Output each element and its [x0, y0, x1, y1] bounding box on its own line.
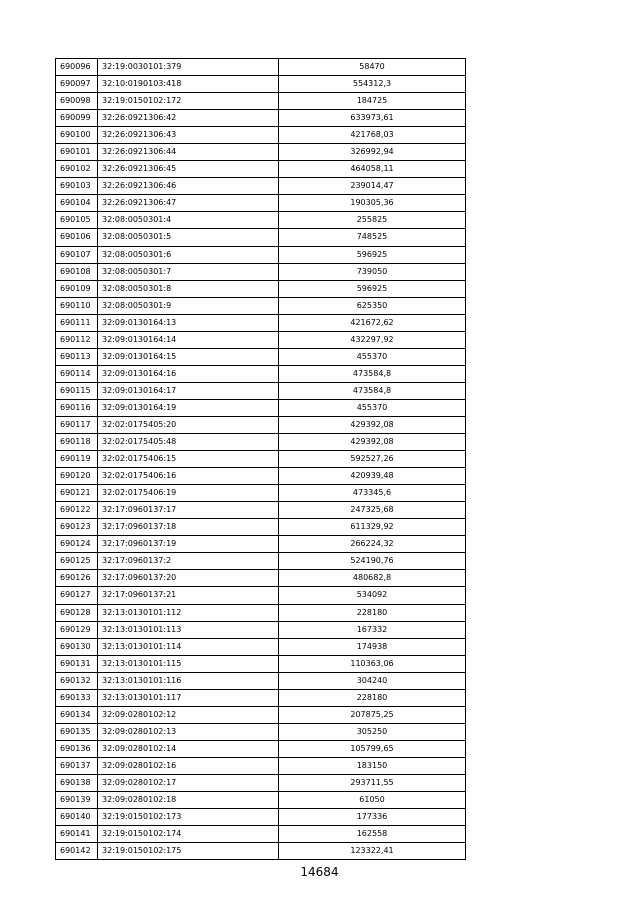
table-row: [56, 757, 466, 774]
row-number-cell: 690119: [56, 451, 98, 468]
cadastral-number-cell: 32:19:0150102:174: [98, 826, 279, 843]
cadastral-value-cell: 326992,94: [279, 144, 466, 161]
row-number-cell: 690104: [56, 195, 98, 212]
table-row: [56, 76, 466, 93]
table-row: [56, 382, 466, 399]
row-number-cell: 690137: [56, 757, 98, 774]
row-number-cell: 690120: [56, 468, 98, 485]
table-row: [56, 723, 466, 740]
table-row: [56, 553, 466, 570]
cadastral-number-cell: 32:09:0280102:12: [98, 706, 279, 723]
cadastral-value-cell: 633973,61: [279, 110, 466, 127]
cadastral-number-cell: 32:17:0960137:19: [98, 536, 279, 553]
cadastral-value-cell: 432297,92: [279, 331, 466, 348]
cadastral-number-cell: 32:08:0050301:9: [98, 297, 279, 314]
row-number-cell: 690109: [56, 280, 98, 297]
cadastral-number-cell: 32:08:0050301:5: [98, 229, 279, 246]
cadastral-value-cell: 110363,06: [279, 655, 466, 672]
table-row: [56, 178, 466, 195]
row-number-cell: 690121: [56, 485, 98, 502]
row-number-cell: 690110: [56, 297, 98, 314]
cadastral-value-cell: 174938: [279, 638, 466, 655]
cadastral-number-cell: 32:09:0280102:18: [98, 792, 279, 809]
cadastral-number-cell: 32:26:0921306:43: [98, 127, 279, 144]
cadastral-number-cell: 32:17:0960137:21: [98, 587, 279, 604]
row-number-cell: 690111: [56, 314, 98, 331]
row-number-cell: 690141: [56, 826, 98, 843]
table-row: [56, 689, 466, 706]
table-row: [56, 468, 466, 485]
table-row: [56, 110, 466, 127]
row-number-cell: 690108: [56, 263, 98, 280]
table-row: [56, 536, 466, 553]
cadastral-number-cell: 32:09:0130164:19: [98, 399, 279, 416]
table-row: [56, 331, 466, 348]
cadastral-number-cell: 32:13:0130101:112: [98, 604, 279, 621]
row-number-cell: 690105: [56, 212, 98, 229]
cadastral-value-cell: 247325,68: [279, 502, 466, 519]
row-number-cell: 690139: [56, 792, 98, 809]
cadastral-number-cell: 32:08:0050301:7: [98, 263, 279, 280]
cadastral-value-cell: 625350: [279, 297, 466, 314]
cadastral-number-cell: 32:09:0130164:15: [98, 348, 279, 365]
cadastral-number-cell: 32:13:0130101:115: [98, 655, 279, 672]
table-row: [56, 774, 466, 791]
row-number-cell: 690114: [56, 365, 98, 382]
cadastral-value-cell: 421672,62: [279, 314, 466, 331]
row-number-cell: 690115: [56, 382, 98, 399]
row-number-cell: 690129: [56, 621, 98, 638]
cadastral-value-cell: 739050: [279, 263, 466, 280]
cadastral-number-cell: 32:09:0280102:14: [98, 740, 279, 757]
row-number-cell: 690098: [56, 93, 98, 110]
cadastral-number-cell: 32:17:0960137:18: [98, 519, 279, 536]
cadastral-number-cell: 32:26:0921306:42: [98, 110, 279, 127]
row-number-cell: 690134: [56, 706, 98, 723]
row-number-cell: 690117: [56, 416, 98, 433]
row-number-cell: 690126: [56, 570, 98, 587]
table-row: [56, 229, 466, 246]
row-number-cell: 690128: [56, 604, 98, 621]
cadastral-value-cell: 524190,76: [279, 553, 466, 570]
cadastral-number-cell: 32:19:0030101:379: [98, 59, 279, 76]
cadastral-number-cell: 32:26:0921306:45: [98, 161, 279, 178]
cadastral-value-cell: 266224,32: [279, 536, 466, 553]
table-row: [56, 280, 466, 297]
table-row: [56, 502, 466, 519]
table-row: [56, 144, 466, 161]
cadastral-number-cell: 32:13:0130101:117: [98, 689, 279, 706]
cadastral-number-cell: 32:26:0921306:46: [98, 178, 279, 195]
cadastral-number-cell: 32:09:0130164:14: [98, 331, 279, 348]
cadastral-value-table: [55, 58, 466, 860]
table-row: [56, 792, 466, 809]
cadastral-value-cell: 184725: [279, 93, 466, 110]
row-number-cell: 690107: [56, 246, 98, 263]
table-row: [56, 604, 466, 621]
table-row: [56, 416, 466, 433]
cadastral-number-cell: 32:08:0050301:4: [98, 212, 279, 229]
row-number-cell: 690136: [56, 740, 98, 757]
row-number-cell: 690127: [56, 587, 98, 604]
row-number-cell: 690103: [56, 178, 98, 195]
table-row: [56, 519, 466, 536]
cadastral-number-cell: 32:26:0921306:47: [98, 195, 279, 212]
table-row: [56, 843, 466, 860]
cadastral-value-cell: 473584,8: [279, 365, 466, 382]
row-number-cell: 690124: [56, 536, 98, 553]
table-row: [56, 672, 466, 689]
cadastral-number-cell: 32:08:0050301:6: [98, 246, 279, 263]
table-row: [56, 59, 466, 76]
table-row: [56, 127, 466, 144]
row-number-cell: 690125: [56, 553, 98, 570]
cadastral-value-cell: 420939,48: [279, 468, 466, 485]
row-number-cell: 690142: [56, 843, 98, 860]
table-row: [56, 263, 466, 280]
cadastral-value-cell: 304240: [279, 672, 466, 689]
cadastral-value-cell: 239014,47: [279, 178, 466, 195]
cadastral-number-cell: 32:19:0150102:172: [98, 93, 279, 110]
row-number-cell: 690118: [56, 434, 98, 451]
cadastral-value-cell: 162558: [279, 826, 466, 843]
cadastral-number-cell: 32:02:0175406:15: [98, 451, 279, 468]
cadastral-number-cell: 32:02:0175406:19: [98, 485, 279, 502]
row-number-cell: 690096: [56, 59, 98, 76]
cadastral-value-cell: 167332: [279, 621, 466, 638]
cadastral-value-cell: 473584,8: [279, 382, 466, 399]
cadastral-value-cell: 421768,03: [279, 127, 466, 144]
row-number-cell: 690106: [56, 229, 98, 246]
cadastral-value-cell: 190305,36: [279, 195, 466, 212]
cadastral-number-cell: 32:13:0130101:116: [98, 672, 279, 689]
page-number: 14684: [300, 865, 339, 879]
cadastral-number-cell: 32:19:0150102:173: [98, 809, 279, 826]
table-row: [56, 399, 466, 416]
cadastral-value-cell: 105799,65: [279, 740, 466, 757]
cadastral-number-cell: 32:17:0960137:2: [98, 553, 279, 570]
row-number-cell: 690131: [56, 655, 98, 672]
cadastral-number-cell: 32:08:0050301:8: [98, 280, 279, 297]
row-number-cell: 690113: [56, 348, 98, 365]
table-row: [56, 348, 466, 365]
row-number-cell: 690116: [56, 399, 98, 416]
cadastral-value-cell: 534092: [279, 587, 466, 604]
table-row: [56, 161, 466, 178]
table-row: [56, 638, 466, 655]
cadastral-number-cell: 32:13:0130101:113: [98, 621, 279, 638]
cadastral-number-cell: 32:02:0175405:20: [98, 416, 279, 433]
cadastral-value-cell: 61050: [279, 792, 466, 809]
cadastral-value-cell: 748525: [279, 229, 466, 246]
table-row: [56, 297, 466, 314]
table-row: [56, 570, 466, 587]
row-number-cell: 690102: [56, 161, 98, 178]
cadastral-value-cell: 554312,3: [279, 76, 466, 93]
cadastral-value-cell: 429392,08: [279, 416, 466, 433]
cadastral-value-cell: 455370: [279, 399, 466, 416]
cadastral-number-cell: 32:09:0130164:16: [98, 365, 279, 382]
cadastral-value-cell: 183150: [279, 757, 466, 774]
table-row: [56, 451, 466, 468]
cadastral-number-cell: 32:26:0921306:44: [98, 144, 279, 161]
cadastral-number-cell: 32:17:0960137:20: [98, 570, 279, 587]
row-number-cell: 690122: [56, 502, 98, 519]
cadastral-value-cell: 228180: [279, 689, 466, 706]
table-row: [56, 365, 466, 382]
cadastral-value-cell: 464058,11: [279, 161, 466, 178]
table-row: [56, 434, 466, 451]
table-row: [56, 485, 466, 502]
cadastral-value-cell: 177336: [279, 809, 466, 826]
row-number-cell: 690133: [56, 689, 98, 706]
table-row: [56, 314, 466, 331]
cadastral-value-cell: 228180: [279, 604, 466, 621]
table-row: [56, 246, 466, 263]
cadastral-value-cell: 207875,25: [279, 706, 466, 723]
row-number-cell: 690138: [56, 774, 98, 791]
row-number-cell: 690097: [56, 76, 98, 93]
cadastral-number-cell: 32:09:0130164:13: [98, 314, 279, 331]
cadastral-number-cell: 32:09:0280102:17: [98, 774, 279, 791]
row-number-cell: 690099: [56, 110, 98, 127]
cadastral-value-cell: 611329,92: [279, 519, 466, 536]
table-row: [56, 93, 466, 110]
cadastral-number-cell: 32:10:0190103:418: [98, 76, 279, 93]
row-number-cell: 690101: [56, 144, 98, 161]
cadastral-value-cell: 596925: [279, 280, 466, 297]
cadastral-number-cell: 32:09:0130164:17: [98, 382, 279, 399]
row-number-cell: 690132: [56, 672, 98, 689]
cadastral-value-cell: 255825: [279, 212, 466, 229]
cadastral-number-cell: 32:09:0280102:13: [98, 723, 279, 740]
cadastral-number-cell: 32:13:0130101:114: [98, 638, 279, 655]
row-number-cell: 690130: [56, 638, 98, 655]
table-body: [56, 59, 466, 860]
cadastral-number-cell: 32:09:0280102:16: [98, 757, 279, 774]
table-row: [56, 809, 466, 826]
table-row: [56, 826, 466, 843]
row-number-cell: 690135: [56, 723, 98, 740]
cadastral-value-cell: 58470: [279, 59, 466, 76]
table-row: [56, 212, 466, 229]
cadastral-value-cell: 305250: [279, 723, 466, 740]
table-row: [56, 740, 466, 757]
cadastral-value-cell: 123322,41: [279, 843, 466, 860]
row-number-cell: 690112: [56, 331, 98, 348]
cadastral-number-cell: 32:02:0175405:48: [98, 434, 279, 451]
row-number-cell: 690123: [56, 519, 98, 536]
row-number-cell: 690100: [56, 127, 98, 144]
cadastral-value-cell: 596925: [279, 246, 466, 263]
table-row: [56, 655, 466, 672]
cadastral-number-cell: 32:17:0960137:17: [98, 502, 279, 519]
cadastral-value-cell: 429392,08: [279, 434, 466, 451]
cadastral-number-cell: 32:02:0175406:16: [98, 468, 279, 485]
cadastral-number-cell: 32:19:0150102:175: [98, 843, 279, 860]
table-row: [56, 195, 466, 212]
row-number-cell: 690140: [56, 809, 98, 826]
table-row: [56, 587, 466, 604]
table-row: [56, 621, 466, 638]
cadastral-value-cell: 293711,55: [279, 774, 466, 791]
cadastral-value-cell: 473345,6: [279, 485, 466, 502]
cadastral-value-cell: 480682,8: [279, 570, 466, 587]
cadastral-value-cell: 455370: [279, 348, 466, 365]
cadastral-value-cell: 592527,26: [279, 451, 466, 468]
table-row: [56, 706, 466, 723]
